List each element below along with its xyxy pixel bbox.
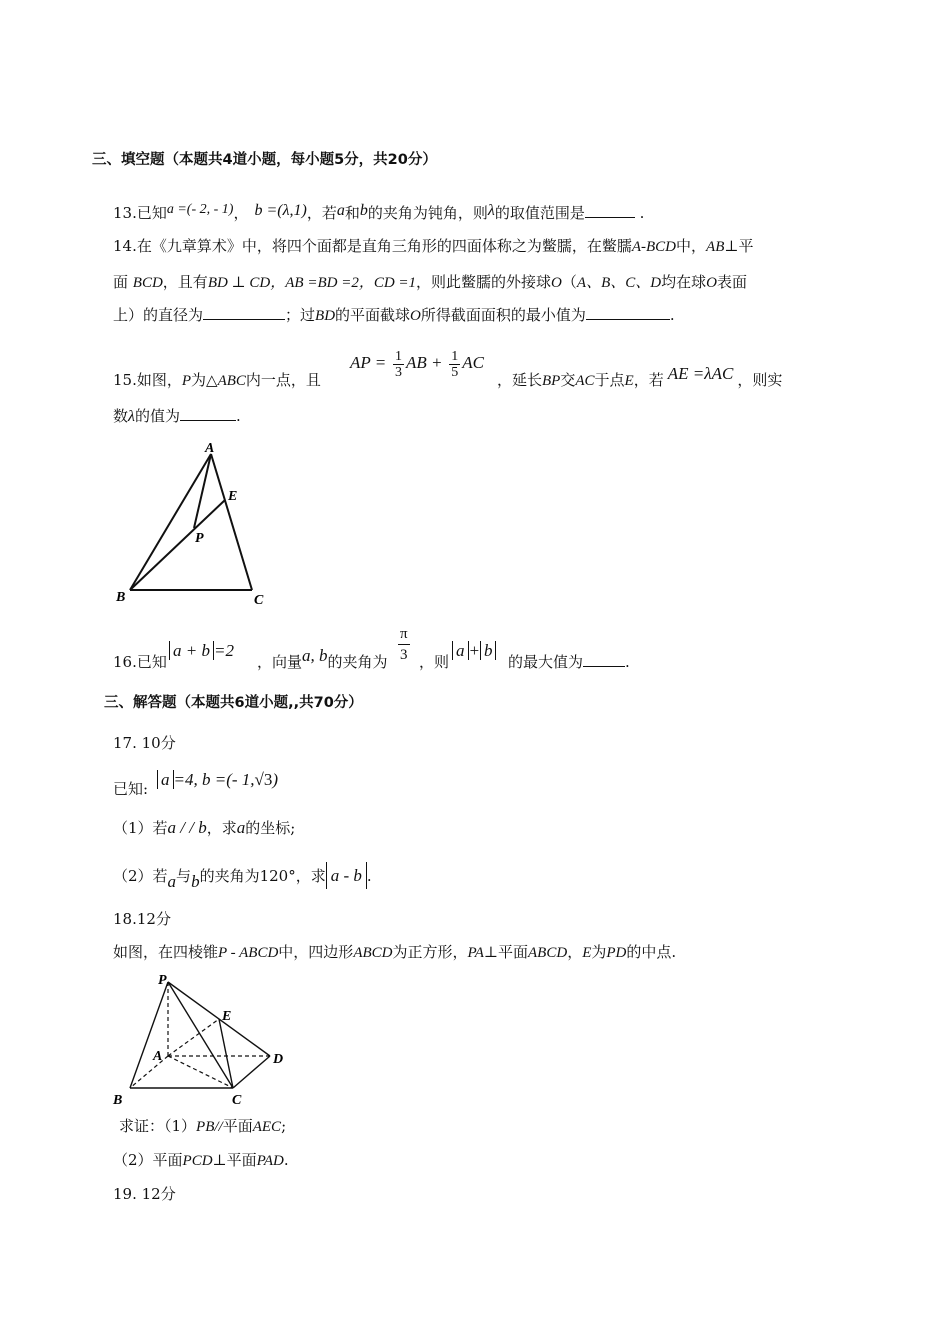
q18-pad: PAD [256,1153,284,1169]
q18-part-2 [113,1150,289,1171]
q17-sqrt3: √3 [254,770,273,789]
label-e: E [228,489,238,504]
q14-bd: BD [315,308,336,324]
q15-ae-equation: AE =λAC [667,364,734,383]
q18-text: ; [281,1117,287,1135]
q16-vars: a, b [302,646,328,665]
q18-text: 求证：（1） [119,1117,197,1135]
q16-abs-sum [452,638,496,664]
q18-pd: PD [606,945,627,961]
question-14-line-1 [113,236,753,257]
q18-title: 18.12分 [113,910,171,928]
q15-ab: AB + [405,353,443,372]
q15-text: 数 [113,407,129,425]
q16-three: 3 [400,647,408,663]
q15-ap: AP = [350,353,387,372]
q14-text: . [669,306,675,324]
q14-text: ⊥平 [724,237,754,255]
segment-be [130,500,225,590]
q15-frac2-num: 1 [451,348,459,364]
q16-plus: + [468,641,480,660]
q14-text: ，且有 [162,273,208,291]
q14-ab: AB [706,239,725,255]
q18-part-1 [119,1116,286,1137]
q13-suffix: 的取值范围是 [494,204,585,222]
q16-abs-a: a [452,641,469,660]
q18-text: ⊥平面 [483,943,529,961]
segment-ac [211,454,252,590]
label-a: A [153,1049,163,1064]
q13-vector-b: b =(λ,1) [254,202,307,219]
question-14-line-2 [113,272,747,293]
q16-line-end [419,652,449,672]
q17-part-2 [113,866,372,891]
q15-text: 的值为 [134,407,180,425]
q15-frac2-den: 5 [451,364,459,380]
question-15-line-1 [113,370,321,391]
q16-equals-2: =2 [213,641,234,660]
q15-ac: AC [462,353,484,372]
q15-text: . [235,407,241,425]
q15-frac1-num: 1 [394,348,402,364]
q18-pa: PA [467,945,484,961]
q13-prefix: 13.已知 [113,204,167,222]
q17-paren: ) [272,770,279,789]
q15-p: P [181,373,192,389]
q18-text: 如图，在四棱锥 [113,943,219,961]
q17-text: 与 [176,867,192,885]
q15-answer-blank[interactable] [180,406,236,421]
q14-text: 的平面截球 [335,306,411,324]
q16-suffix-line [508,652,630,672]
q18-text: . [283,1151,289,1169]
q15-text: 于点 [594,371,625,389]
q16-text: . [625,653,630,671]
q18-text: 中，四边形 [278,943,354,961]
q14-text: ；过 [285,306,316,324]
q13-end: . [634,204,645,222]
q17-b: b [191,872,200,891]
q15-fraction-1-5 [449,349,460,380]
question-15-line-1b [497,364,783,391]
q17-text: 的坐标; [245,819,296,837]
q15-text: 15.如图， [113,371,182,389]
q16-condition [169,638,234,664]
q17-abs-a-minus-b: a - b [326,862,367,889]
q17-part-1 [113,818,295,838]
q16-text: 的最大值为 [508,653,584,671]
q18-pb: PB// [196,1119,223,1135]
q14-text: 上）的直径为 [113,306,204,324]
q14-bcd: BCD [132,275,163,291]
edge-cd [233,1056,270,1088]
label-c: C [232,1093,242,1108]
figure-pyramid [108,970,303,1110]
question-14-line-3 [113,305,675,326]
q17-a: a [167,872,177,891]
q18-text: （2）平面 [113,1151,183,1169]
q14-text: 表面 [716,273,747,291]
q13-lambda: λ [487,202,495,219]
q14-text: ，则此鳖臑的外接球 [416,273,552,291]
q14-text: 均在球 [661,273,707,291]
q13-text-mid: ，若 [306,204,337,222]
q13-a: a [336,202,345,219]
q14-text: 中， [676,237,707,255]
q15-e: E [624,373,634,389]
q18-abcd: ABCD [528,945,568,961]
q14-answer-blank-2[interactable] [586,305,670,320]
q19-title: 19. 12分 [113,1185,176,1203]
question-13 [113,203,644,225]
q17-abs-a: a [157,770,174,789]
q16-abs-b: b [480,641,497,660]
q14-text: 面 [113,273,129,291]
q17-text: （1）若 [113,819,168,837]
q16-line-rest [257,646,388,672]
q16-answer-blank[interactable] [583,652,625,667]
q17-text: 的夹角为120°，求 [199,867,326,885]
q15-bp: BP [542,373,561,389]
label-a: A [205,441,215,456]
q13-text-mid2: 的夹角为钝角，则 [367,204,488,222]
q18-e: E [582,945,592,961]
section-heading-answer: 三、解答题（本题共6道小题,,共70分） [104,695,363,711]
q18-statement [113,942,676,963]
q15-frac1-den: 3 [394,364,402,380]
q16-text: 16.已知 [113,653,167,671]
q15-text: 交 [560,371,576,389]
segment-ab [130,454,211,590]
q15-text: ，若 [633,371,664,389]
q18-text: ⊥平面 [212,1151,257,1169]
q18-pyramid: P - ABCD [218,945,279,961]
q17-given [157,768,278,792]
label-c: C [254,593,264,608]
figure-triangle-abc [110,440,280,610]
q15-text: ，延长 [497,371,543,389]
q18-pcd: PCD [182,1153,213,1169]
q16-text: 的夹角为 [327,653,388,671]
q16-text: ，向量 [257,653,303,671]
label-d: D [273,1052,284,1067]
q17-text: （2）若 [113,867,168,885]
q18-text: 为正方形， [392,943,468,961]
q18-text: 的中点. [626,943,677,961]
q16-text: ，则 [419,653,450,671]
q13-comma: ， [233,204,249,222]
q14-condition: BD ⊥ CD，AB =BD =2，CD =1 [207,275,417,291]
q18-text: 为 [591,943,607,961]
q17-given-values: =4, b =(- 1, [173,770,255,789]
label-p: P [158,973,167,988]
q14-o: O [551,275,562,291]
q18-text: 平面 [222,1117,253,1135]
question-16 [113,652,167,672]
q14-text: （ [561,273,577,291]
q15-text: 为△ [191,371,218,389]
q15-text: 内一点，且 [245,371,321,389]
q18-aec: AEC [252,1119,282,1135]
q13-vector-a: a =(- 2, - 1) [166,202,234,217]
q14-o: O [410,308,421,324]
q15-text: ，则实 [737,371,783,389]
q15-ac-label: AC [575,373,595,389]
q17-text: . [366,867,372,885]
q17-text: ，求 [206,819,237,837]
q18-text: ， [567,943,583,961]
q17-text: 已知: [113,780,149,798]
q13-and: 和 [344,204,360,222]
q15-abc: ABC [217,373,246,389]
q15-lambda: λ [128,408,135,425]
q14-o: O [706,275,717,291]
q14-points: A、B、C、D [576,275,662,291]
q14-answer-blank-1[interactable] [203,305,285,320]
q16-pi: π [398,624,410,645]
q16-abs-a-plus-b: a + b [169,641,214,660]
q18-abcd: ABCD [353,945,393,961]
section-heading-fill-in: 三、填空题（本题共4道小题，每小题5分，共20分） [92,152,437,168]
question-15-line-2 [113,406,241,427]
label-e: E [222,1009,232,1024]
q14-text: 所得截面面积的最小值为 [420,306,586,324]
q15-fraction-1-3 [393,349,404,380]
q15-vector-equation [350,348,484,380]
q13-answer-blank[interactable] [585,203,635,218]
q17-title: 17. 10分 [113,734,176,752]
q14-text: 14.在《九章算术》中，将四个面都是直角三角形的四面体称之为鳖臑，在鳖臑 [113,237,632,255]
q17-given-label [113,779,148,799]
q16-fraction [398,624,410,665]
q17-a: a [236,818,246,837]
q16-pi-over-3 [398,624,410,665]
label-p: P [195,531,204,546]
q13-b: b [359,202,368,219]
q17-parallel: a / / b [167,818,207,837]
q14-tetra: A-BCD [631,239,677,255]
label-b: B [113,1093,123,1108]
label-b: B [116,590,126,605]
